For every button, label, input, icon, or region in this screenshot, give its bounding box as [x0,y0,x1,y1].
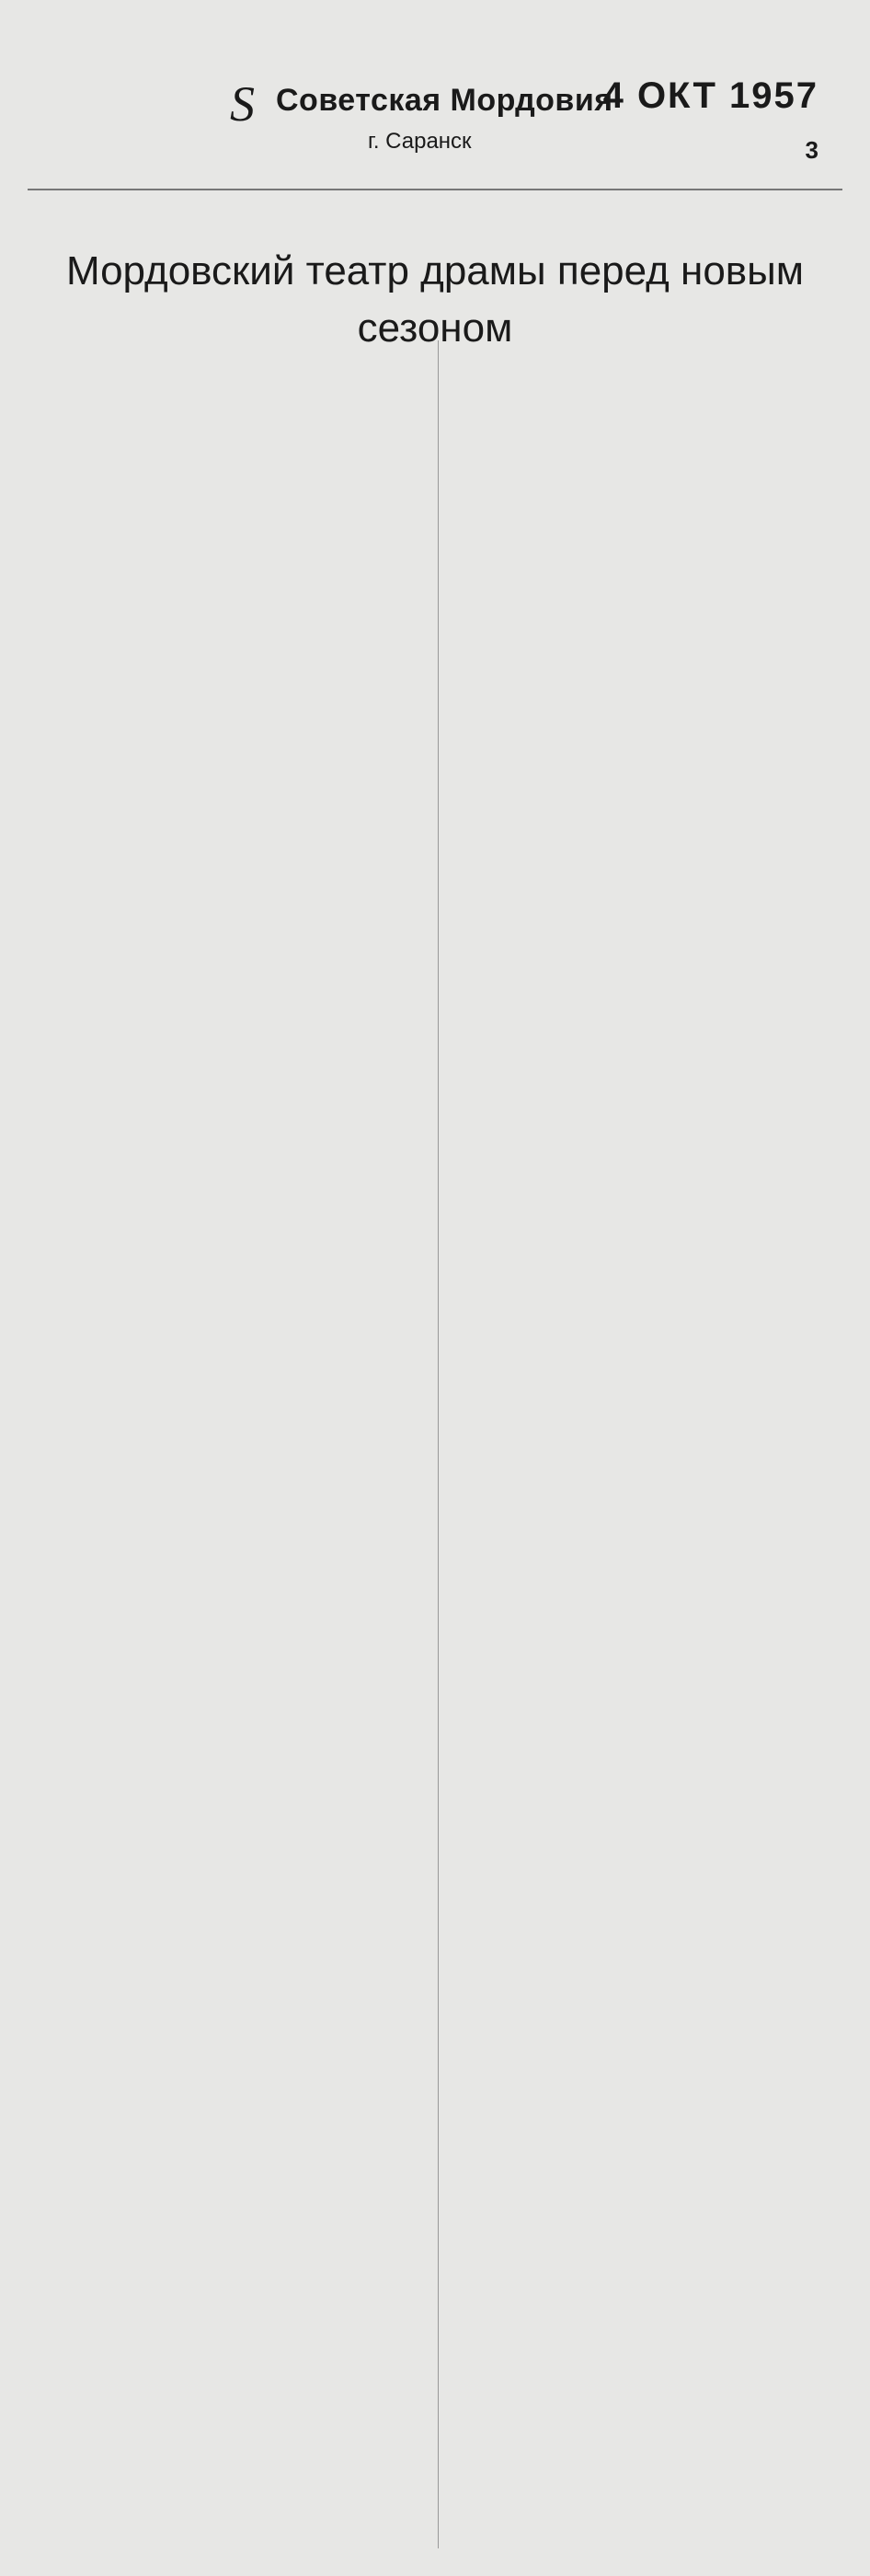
masthead [230,75,818,177]
article-column-right [447,331,852,350]
masthead-city: г. Саранск [368,129,472,154]
article-column-left [28,331,432,339]
masthead-date: 4 ОКТ 1957 [602,75,818,116]
article-headline: Мордовский театр драмы перед новым сезоном [65,248,805,351]
column-divider [438,340,439,2548]
masthead-rule [28,189,842,190]
masthead-title: Советская Мордовия [276,83,613,118]
page-number: 3 [805,136,818,164]
masthead-mark: S [230,76,255,132]
